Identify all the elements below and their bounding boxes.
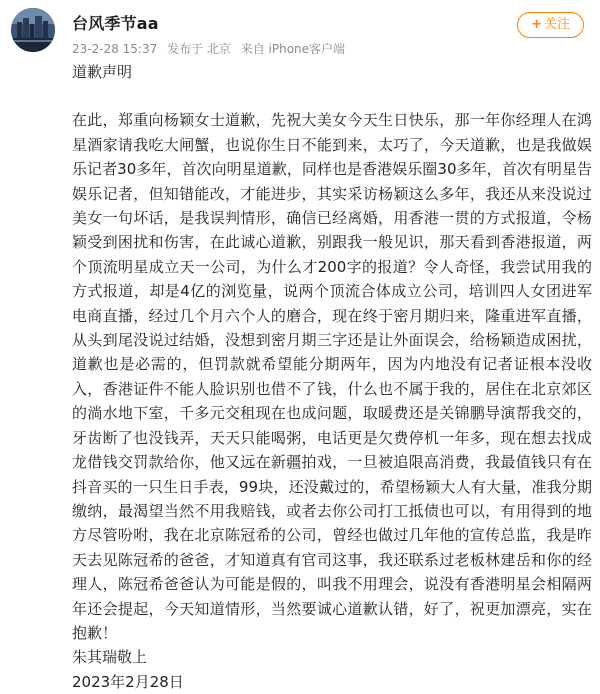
author-name[interactable]: 台风季节aa bbox=[72, 14, 159, 33]
post-signature: 朱其瑞敬上 bbox=[72, 648, 148, 667]
follow-label: 关注 bbox=[543, 17, 570, 32]
post-meta bbox=[72, 40, 351, 57]
post-timestamp: 23-2-28 15:37 bbox=[72, 42, 158, 56]
plus-icon: + bbox=[531, 17, 542, 32]
post-date: 2023年2月28日 bbox=[72, 672, 184, 691]
post-location: 发布于 北京 bbox=[167, 42, 231, 56]
post-title: 道歉声明 bbox=[72, 63, 133, 81]
avatar[interactable] bbox=[11, 8, 55, 52]
post-header bbox=[0, 0, 600, 60]
post-body: 在此，郑重向杨颖女士道歉，先祝大美女今天生日快乐，那一年你经理人在鸿星酒家请我吃大闸蟹，也说你生日不能到来，太巧了，今天道歉，也是我做娱乐记者30多年，首次向明星道歉，同样也是香港娱乐圈30多年，首次有明星告娱乐记者，但知错能改，才能进步，其实采访杨颖这么多年，我还从来没说过美女一句坏话，是我误判情形，确信已经离婚，用香港一贯的方式报道，令杨颖受到困扰和伤害，在此诚心道歉，别跟我一般见识，那天看到香港报道，两个顶流明星成立天一公司，为什么才200字的报道？令人奇怪，我尝试用我的方式报道，却是4亿的浏览量，说两个顶流合体成立公司，培训四人女团进军电商直播，经过几个月六个人的磨合，现在终于密月期归来，隆重进军直播，从头到尾没说过结婚，没想到密月期三字还是让外面误会，给杨颖造成困扰，道歉也是必需的，但罚款就希望能分期两年，因为内地没有记者证根本没收入，香港证件不能人脸识别也借不了钱，什么也不属于我的，居住在北京郊区的淌水地下室，千多元交租现在也成问题，取暖费还是关锦鹏导演帮我交的，牙齿断了也没钱弄，天天只能喝粥，电话更是欠费停机一年多，现在想去找成龙借钱交罚款给你，他又远在新疆拍戏，一旦被追限高消费，我最值钱只有在抖音买的一只生日手表，99块，还没戴过的，希望杨颖大人有大量，准我分期缴纳，最渴望当然不用我赔钱，或者去你公司打工抵债也可以，有用得到的地方尽管吩咐，我在北京陈冠希的公司，曾经也做过几年他的宣传总监，我是昨天去见陈冠希的爸爸，才知道真有官司这事，我还联系过老板林建岳和你的经理人，陈冠希爸爸认为可能是假的，叫我不用理会，说没有香港明星会相隔两年还会提起，今天知道情形，当然要诚心道歉认错，好了，祝更加漂亮，实在抱歉！ bbox=[72, 111, 592, 642]
post-content bbox=[72, 60, 592, 694]
avatar-image bbox=[11, 8, 55, 52]
follow-button[interactable] bbox=[517, 12, 584, 38]
post-source: 来自 iPhone客户端 bbox=[240, 42, 346, 56]
